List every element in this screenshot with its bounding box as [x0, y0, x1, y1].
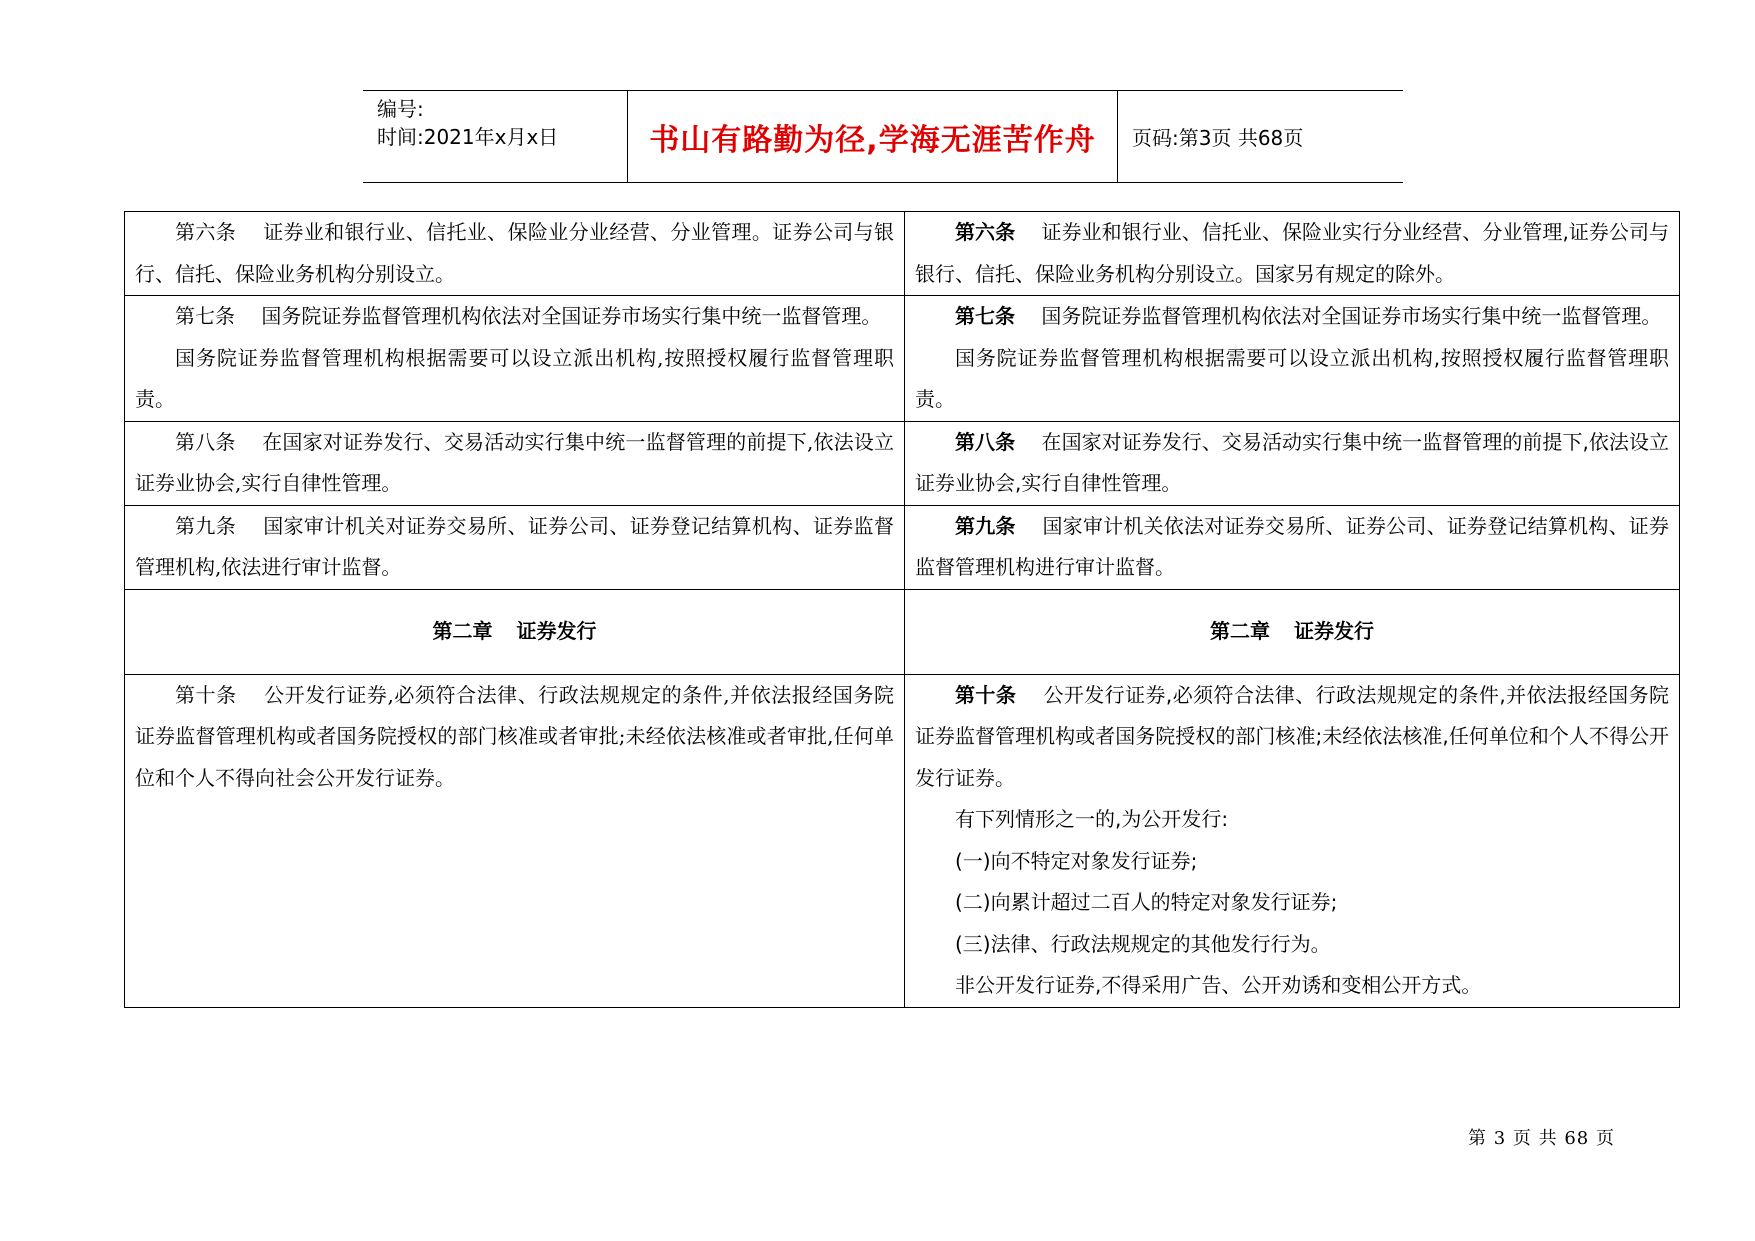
article-number: 第九条 — [175, 513, 237, 538]
page-label: 页码:第3页 共68页 — [1132, 126, 1304, 150]
article-paragraph — [915, 506, 1669, 589]
article-text: 有下列情形之一的,为公开发行: — [955, 807, 1229, 831]
article-number: 第六条 — [955, 220, 1016, 244]
article-paragraph — [135, 212, 894, 295]
article-text: (二)向累计超过二百人的特定对象发行证券; — [955, 890, 1338, 914]
article-number: 第八条 — [175, 429, 236, 454]
article-text: 证券业和银行业、信托业、保险业实行分业经营、分业管理,证券公司与银行、信托、保险业务机构分别设立。国家另有规定的除外。 — [915, 220, 1670, 286]
new-version-cell — [905, 296, 1680, 422]
article-number: 第九条 — [955, 513, 1016, 538]
article-paragraph — [135, 296, 894, 338]
article-paragraph — [915, 841, 1669, 883]
article-paragraph — [915, 924, 1669, 966]
old-version-cell — [125, 505, 905, 589]
chapter-heading-new — [905, 589, 1680, 674]
article-number: 第七条 — [955, 304, 1015, 328]
time-label: 时间:2021年x月x日 — [377, 125, 559, 149]
article-text: 在国家对证券发行、交易活动实行集中统一监督管理的前提下,依法设立证券业协会,实行自律性管理。 — [915, 429, 1670, 495]
chapter-number: 第二章 — [432, 618, 493, 643]
article-paragraph — [135, 506, 894, 589]
chapter-number: 第二章 — [1210, 618, 1270, 643]
motto-text: 书山有路勤为径,学海无涯苦作舟 — [649, 122, 1096, 158]
comparison-table — [124, 211, 1680, 1008]
chapter-title: 证券发行 — [516, 618, 597, 643]
article-paragraph — [915, 422, 1669, 505]
header-right-cell — [1118, 91, 1403, 182]
article-text: 国家审计机关对证券交易所、证券公司、证券登记结算机构、证券监督管理机构,依法进行审计监督。 — [135, 513, 895, 579]
article-paragraph — [915, 296, 1669, 338]
old-version-cell — [125, 674, 905, 1007]
article-paragraph — [915, 212, 1669, 295]
article-number: 第八条 — [955, 429, 1016, 454]
article-paragraph — [915, 338, 1669, 421]
table-row — [125, 296, 1680, 422]
article-number: 第十条 — [955, 682, 1017, 707]
article-paragraph — [135, 675, 894, 800]
article-number: 第十条 — [175, 682, 237, 707]
article-paragraph — [915, 799, 1669, 841]
header-middle-cell — [628, 91, 1118, 182]
article-paragraph — [135, 338, 894, 421]
article-text: 公开发行证券,必须符合法律、行政法规规定的条件,并依法报经国务院证券监督管理机构或者国务院授权的部门核准;未经依法核准,任何单位和个人不得公开发行证券。 — [915, 682, 1670, 790]
footer-page-number: 第 3 页 共 68 页 — [1468, 1128, 1615, 1149]
article-text: 国务院证券监督管理机构依法对全国证券市场实行集中统一监督管理。 — [261, 304, 882, 328]
header-left-cell — [363, 91, 628, 182]
new-version-cell — [905, 212, 1680, 296]
article-paragraph — [915, 965, 1669, 1007]
article-text: 在国家对证券发行、交易活动实行集中统一监督管理的前提下,依法设立证券业协会,实行自律性管理。 — [135, 429, 895, 495]
article-paragraph — [915, 882, 1669, 924]
table-row — [125, 212, 1680, 296]
article-text: 国家审计机关依法对证券交易所、证券公司、证券登记结算机构、证券监督管理机构进行审计监督。 — [915, 513, 1670, 579]
table-row — [125, 421, 1680, 505]
article-number: 第七条 — [175, 304, 235, 328]
table-row — [125, 505, 1680, 589]
article-text: 国务院证券监督管理机构根据需要可以设立派出机构,按照授权履行监督管理职责。 — [915, 345, 1669, 411]
page-header — [363, 90, 1403, 183]
serial-label: 编号: — [377, 97, 424, 121]
chapter-heading-old — [125, 589, 905, 674]
article-paragraph — [135, 422, 894, 505]
article-text: 公开发行证券,必须符合法律、行政法规规定的条件,并依法报经国务院证券监督管理机构或者国务院授权的部门核准或者审批;未经依法核准或者审批,任何单位和个人不得向社会公开发行证券。 — [135, 682, 895, 790]
article-number: 第六条 — [175, 220, 237, 244]
article-text: (一)向不特定对象发行证券; — [955, 848, 1198, 873]
article-text: 证券业和银行业、信托业、保险业分业经营、分业管理。证券公司与银行、信托、保险业务机构分别设立。 — [135, 220, 895, 286]
article-text: 国务院证券监督管理机构根据需要可以设立派出机构,按照授权履行监督管理职责。 — [135, 345, 894, 411]
chapter-row — [125, 589, 1680, 674]
new-version-cell — [905, 674, 1680, 1007]
article-text: 非公开发行证券,不得采用广告、公开劝诱和变相公开方式。 — [955, 973, 1482, 997]
old-version-cell — [125, 212, 905, 296]
new-version-cell — [905, 505, 1680, 589]
old-version-cell — [125, 421, 905, 505]
article-paragraph — [915, 675, 1669, 800]
table-row — [125, 674, 1680, 1007]
article-text: 国务院证券监督管理机构依法对全国证券市场实行集中统一监督管理。 — [1041, 304, 1662, 328]
new-version-cell — [905, 421, 1680, 505]
article-text: (三)法律、行政法规规定的其他发行行为。 — [955, 931, 1331, 956]
chapter-title: 证券发行 — [1294, 618, 1374, 643]
old-version-cell — [125, 296, 905, 422]
